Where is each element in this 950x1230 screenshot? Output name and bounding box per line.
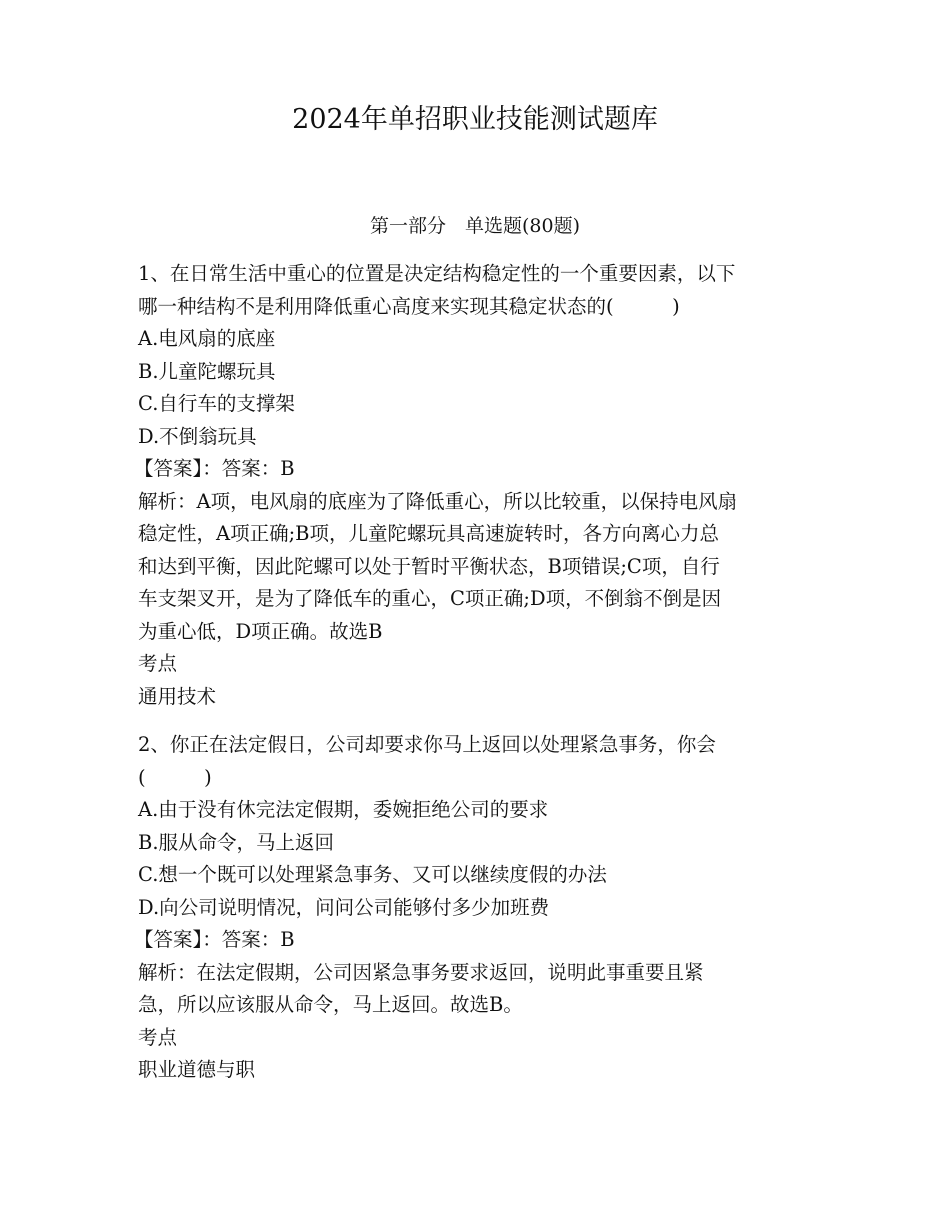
question-2 [134,729,828,1087]
option-b: B.服从命令，马上返回 [138,830,335,854]
option-c: C.想一个既可以处理紧急事务、又可以继续度假的办法 [138,863,607,886]
analysis-line: 解析：在法定假期，公司因紧急事务要求返回，说明此事重要且紧 [138,960,704,984]
analysis-line: 车支架叉开，是为了降低车的重心，C项正确;D项，不倒翁不倒是因 [138,587,722,610]
analysis-line: 为重心低，D项正确。故选B [138,619,383,643]
option-d: D.向公司说明情况，问问公司能够付多少加班费 [138,895,550,919]
answer-line: 【答案】：答案：B [134,928,295,951]
question-list [134,258,828,1087]
question-stem-line: 1、在日常生活中重心的位置是决定结构稳定性的一个重要因素，以下 [138,262,736,285]
option-a: A.电风扇的底座 [138,327,276,350]
point-value: 职业道德与职 [138,1058,256,1081]
analysis-line: 急，所以应该服从命令，马上返回。故选B。 [138,993,523,1016]
option-b: B.儿童陀螺玩具 [138,359,276,383]
document-title: 2024年单招职业技能测试题库 [292,104,658,135]
point-label: 考点 [138,652,178,675]
option-c: C.自行车的支撑架 [138,392,295,415]
analysis-line: 和达到平衡，因此陀螺可以处于暂时平衡状态，B项错误;C项，自行 [138,554,720,578]
question-stem-line: ( ) [138,765,212,789]
point-label: 考点 [138,1025,178,1049]
analysis-line: 稳定性，A项正确;B项，儿童陀螺玩具高速旋转时，各方向离心力总 [138,522,719,545]
answer-line: 【答案】：答案：B [134,457,295,480]
option-d: D.不倒翁玩具 [138,424,257,448]
question-stem-line: 2、你正在法定假日，公司却要求你马上返回以处理紧急事务，你会 [138,733,716,756]
option-a: A.由于没有休完法定假期，委婉拒绝公司的要求 [138,798,549,821]
section-title: 第一部分 单选题(80题) [369,215,580,237]
analysis-line: 解析：A项，电风扇的底座为了降低重心，所以比较重，以保持电风扇 [138,489,738,513]
question-stem-line: 哪一种结构不是利用降低重心高度来实现其稳定状态的( ) [138,294,680,318]
question-1 [134,258,828,713]
point-value: 通用技术 [138,684,217,708]
